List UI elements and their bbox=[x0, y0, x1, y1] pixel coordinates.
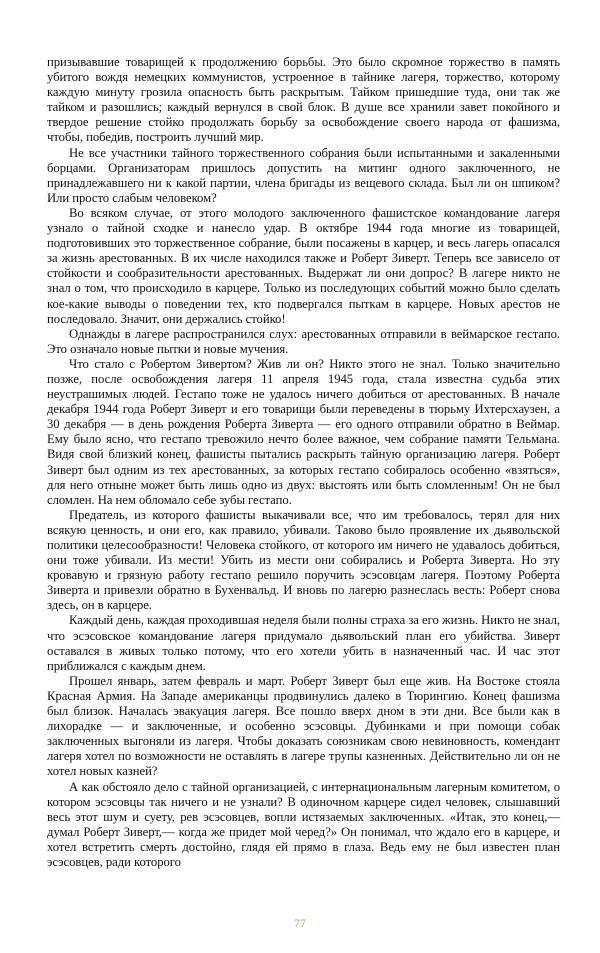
paragraph-9: А как обстояло дело с тайной организацией, с интернациональным лагерным комитетом, о котором эсэсовцы так ничего и не узнали? В одиночном карцере сидел человек, слышавший весь этот шум и суету, рев эсэсовцев, вопли истязаемых заключенных. «Итак, это конец,— думал Роберт Зиверт,— когда же придет мой черед?» Он понимал, что ждало его в карцере, и хотел встретить смерть достойно, глядя ей прямо в глаза. Ведь ему не был известен план эсэсовцев, ради которого bbox=[47, 779, 560, 869]
paragraph-1: призывавшие товарищей к продолжению борьбы. Это было скромное торжество в память убитого вождя немецких коммунистов, устроенное в тайнике лагеря, торжество, которому каждую минуту грозила опасность быть раскрытым. Тайком пришедшие туда, они так же тайком и разошлись; каждый вернулся в свой блок. В душе все хранили завет покойного и твердое решение стойко продолжать борьбу за освобождение своего народа от фашизма, чтобы, победив, построить лучший мир. bbox=[47, 55, 560, 145]
paragraph-3: Во всяком случае, от этого молодого заключенного фашистское командование лагеря узнало о тайной сходке и нанесло удар. В октябре 1944 года многие из товарищей, подготовивших это торжественное собрание, были посажены в карцер, и весь лагерь опасался за жизнь арестованных. В их числе находился также и Роберт Зиверт. Теперь все зависело от стойкости и сообразительности арестованных. Выдержат ли они допрос? В лагере никто не знал о том, что происходило в карцере. Только из последующих событий можно было сделать кое-какие выводы о поведении тех, кто подвергался пыткам в карцере. Новых арестов не последовало. Значит, они держались стойко! bbox=[47, 205, 560, 326]
paragraph-5: Что стало с Робертом Зивертом? Жив ли он? Никто этого не знал. Только значительно позже, после освобождения лагеря 11 апреля 1945 года, стала известна судьба этих неустрашимых людей. Гестапо тоже не удалось ничего добиться от арестованных. В начале декабря 1944 года Роберт Зиверт и его товарищи были переведены в тюрьму Ихтерсхаузен, а 30 декабря — в день рождения Роберта Зиверта — его одного отправили обратно в Веймар. Ему было ясно, что гестапо тревожило нечто более важное, чем собрание памяти Тельмана. Видя свой близкий конец, фашисты пытались раскрыть тайную организацию лагеря. Роберт Зиверт был одним из тех арестованных, за которых гестапо собиралось особенно «взяться», для него отныне может быть лишь одно из двух: выстоять или быть сломленным! Он не был сломлен. На нем обломало себе зубы гестапо. bbox=[47, 356, 560, 507]
page-number: 77 bbox=[294, 916, 306, 930]
paragraph-6: Предатель, из которого фашисты выкачивали все, что им требовалось, терял для них всякую ценность, и они его, как правило, убивали. Таково было проявление их дьявольской политики целесообразности! Человека стойкого, от которого им ничего не удавалось добиться, они тоже убивали. Из мести! Убить из мести они собирались и Роберта Зиверта. Но эту кровавую и грязную работу гестапо решило поручить эсэсовцам лагеря. Поэтому Роберта Зиверта и привезли обратно в Бухенвальд. И вновь по лагерю разнеслась весть: Роберт снова здесь, он в карцере. bbox=[47, 507, 560, 613]
paragraph-4: Однажды в лагере распространился слух: арестованных отправили в веймарское гестапо. Это означало новые пытки и новые мучения. bbox=[47, 326, 560, 356]
paragraph-2: Не все участники тайного торжественного собрания были испытанными и закаленными борцами. Организаторам пришлось допустить на митинг одного заключенного, не принадлежавшего ни к какой партии, члена бригады из вещевого склада. Был ли он шпиком? Или просто слабым человеком? bbox=[47, 145, 560, 205]
page-body bbox=[47, 55, 560, 870]
paragraph-7: Каждый день, каждая проходившая неделя были полны страха за его жизнь. Никто не знал, что эсэсовское командование лагеря придумало дьявольский план его убийства. Зиверт оставался в живых только потому, что его хотели убить в назначенный час. И час этот приближался с каждым днем. bbox=[47, 613, 560, 673]
paragraph-8: Прошел январь, затем февраль и март. Роберт Зиверт был еще жив. На Востоке стояла Красная Армия. На Западе американцы продвинулись далеко в Тюрингию. Конец фашизма был близок. Началась эвакуация лагеря. Все пошло вверх дном в эти дни. Все были как в лихорадке — и заключенные, и особенно эсэсовцы. Дубинками и при помощи собак заключенных выгоняли из лагеря. Чтобы доказать союзникам свою невиновность, комендант лагеря хотел по возможности не оставлять в лагере трупы казненных. Действительно ли он не хотел новых казней? bbox=[47, 673, 560, 779]
